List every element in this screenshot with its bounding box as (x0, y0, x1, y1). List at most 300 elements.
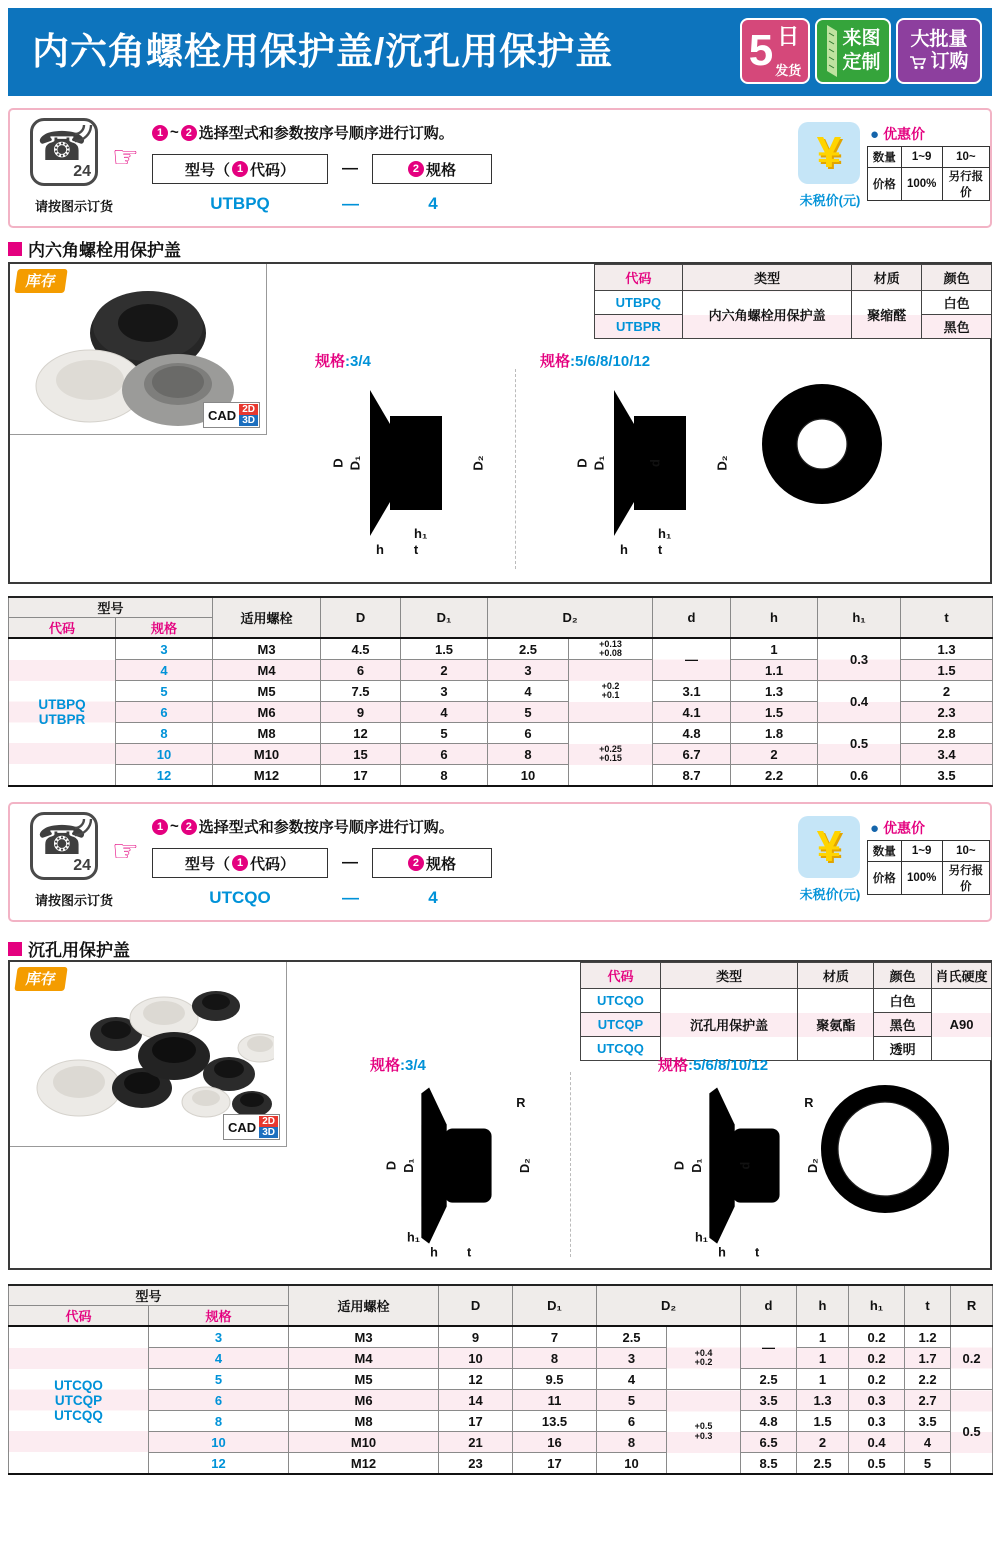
bullet-icon: ● (870, 819, 880, 837)
dim-h1: h₁ (695, 1230, 709, 1245)
info2-type: 沉孔用保护盖 (660, 989, 798, 1061)
t1-header-h: h (731, 597, 818, 638)
t2-D1: 7 (513, 1326, 597, 1348)
dim-D: D (384, 1160, 399, 1171)
front-view-s1 (752, 374, 892, 514)
t2-header-D: D (439, 1285, 513, 1326)
drawing-s1-spec5to12 (552, 368, 767, 568)
spec-values: :3/4 (400, 1057, 426, 1074)
phone-24-label: 24 (73, 163, 91, 180)
dim-h1: h₁ (658, 526, 672, 541)
qty-label: 数量 (868, 841, 902, 862)
step-2-badge: 2 (181, 125, 197, 141)
info1-color-black: 黑色 (922, 315, 992, 339)
spec-word: 规格 (658, 1057, 689, 1074)
t1-header-D: D (321, 597, 401, 638)
t1-tol: +0.13 +0.08 (569, 638, 653, 660)
example-order-row (152, 888, 493, 908)
t2-t: 1.2 (905, 1326, 951, 1348)
section1-heading (8, 236, 181, 261)
t2-bolt: M6 (289, 1390, 439, 1411)
t2-D2: 6 (597, 1411, 667, 1432)
dim-D: D (672, 1160, 687, 1171)
dim-D1: D₁ (689, 1158, 704, 1173)
t1-spec: 6 (116, 702, 213, 723)
qty-range-1: 1~9 (901, 841, 942, 862)
t1-bolt: M6 (213, 702, 321, 723)
cad-label: CAD (208, 407, 237, 423)
t1-D2: 4 (488, 681, 569, 702)
t1-h: 1.3 (731, 681, 818, 702)
t1-h1: 0.4 (818, 681, 901, 723)
t2-bolt: M10 (289, 1432, 439, 1453)
model-prefix: 型号（ (184, 161, 230, 179)
t2-header-h: h (797, 1285, 849, 1326)
dim-h: h (430, 1245, 438, 1260)
badge-bulk-order (896, 18, 982, 84)
section1-content-box (8, 262, 992, 584)
cad-download-badge[interactable] (203, 402, 260, 428)
price-value-2: 另行报价 (942, 168, 989, 201)
cad-3d-label: 3D (239, 415, 258, 426)
qty-range-1: 1~9 (901, 147, 942, 168)
t1-t: 2.3 (901, 702, 993, 723)
step-1-badge: 1 (152, 819, 168, 835)
page-title: 内六角螺栓用保护盖/沉孔用保护盖 (32, 31, 614, 72)
page-header (8, 8, 992, 96)
badge-5day-ship: 发货 (775, 62, 802, 78)
code-utcqq: UTCQQ (581, 1037, 661, 1061)
t1-D2: 8 (488, 744, 569, 765)
price-value-2: 另行报价 (942, 862, 989, 895)
t2-D2: 2.5 (597, 1326, 667, 1348)
t1-h1: 0.6 (818, 765, 901, 787)
info1-header-material: 材质 (852, 265, 922, 291)
section2-heading-text: 沉孔用保护盖 (28, 941, 130, 960)
spec-word: 规格 (370, 1057, 401, 1074)
dim-D2: D₂ (806, 1158, 821, 1173)
info2-color-white: 白色 (874, 989, 932, 1013)
t1-h1: 0.5 (818, 723, 901, 765)
yen-price-icon (798, 122, 860, 184)
t1-bolt: M12 (213, 765, 321, 787)
code-utbpr: UTBPR (595, 315, 683, 339)
dim-d: d (738, 1161, 753, 1170)
t1-header-t: t (901, 597, 993, 638)
dim-R: R (804, 1096, 814, 1111)
t1-h: 1 (731, 638, 818, 660)
spec-values: :5/6/8/10/12 (570, 353, 651, 370)
t1-D2: 3 (488, 660, 569, 681)
t2-h: 2 (797, 1432, 849, 1453)
t1-d: — (653, 638, 731, 681)
t1-D1: 5 (401, 723, 488, 744)
t2-tol: +0.4 +0.2 (667, 1326, 741, 1390)
order-steps-line (152, 122, 454, 143)
t1-spec: 5 (116, 681, 213, 702)
t1-h: 2 (731, 744, 818, 765)
discount-price-title (870, 818, 925, 838)
t1-bolt: M8 (213, 723, 321, 744)
code-utcqo: UTCQO (581, 989, 661, 1013)
step-1-badge: 1 (152, 125, 168, 141)
badge-bulk-line1: 大批量 (910, 29, 968, 50)
t1-D1: 3 (401, 681, 488, 702)
telephone-icon: ☎ (37, 125, 87, 169)
t1-h: 1.8 (731, 723, 818, 744)
t2-D: 12 (439, 1369, 513, 1390)
t2-header-spec: 规格 (149, 1306, 289, 1327)
t1-spec: 3 (116, 638, 213, 660)
t2-header-D2: D₂ (597, 1285, 741, 1326)
table-row (9, 1348, 993, 1369)
example-order-row (152, 194, 493, 214)
t2-spec: 10 (149, 1432, 289, 1453)
t2-bolt: M3 (289, 1326, 439, 1348)
cad-3d-label: 3D (259, 1127, 278, 1138)
code-utcqp: UTCQP (581, 1013, 661, 1037)
dim-t: t (467, 1245, 472, 1260)
phone-order-icon (30, 118, 98, 186)
dim-h1: h₁ (407, 1230, 421, 1245)
t2-h: 1.3 (797, 1390, 849, 1411)
dim-D1: D₁ (591, 455, 607, 471)
dim-R: R (516, 1096, 526, 1111)
pointing-hand-icon: ☞ (112, 835, 139, 868)
dim-h: h (718, 1245, 726, 1260)
t2-D: 14 (439, 1390, 513, 1411)
info1-header-color: 颜色 (922, 265, 992, 291)
t2-spec: 3 (149, 1326, 289, 1348)
model-format-row (152, 848, 492, 878)
t1-t: 3.5 (901, 765, 993, 787)
t1-D2: 10 (488, 765, 569, 787)
t2-h: 2.5 (797, 1453, 849, 1475)
signal-waves-icon (73, 817, 93, 837)
info-table-1 (594, 264, 992, 339)
info2-header-color: 颜色 (874, 963, 932, 989)
t2-D: 23 (439, 1453, 513, 1475)
info2-header-hardness: 肖氏硬度 (932, 963, 992, 989)
front-view-s2 (810, 1074, 960, 1224)
t2-h1: 0.3 (849, 1411, 905, 1432)
phone-order-icon (30, 812, 98, 880)
drawing-s1-spec34 (308, 368, 523, 568)
spec-step2-badge: 2 (408, 855, 424, 871)
t1-header-D1: D₁ (401, 597, 488, 638)
t2-t: 3.5 (905, 1411, 951, 1432)
badge-custom-drawing (815, 18, 891, 84)
t1-header-h1: h₁ (818, 597, 901, 638)
dim-d: d (647, 459, 663, 467)
t2-codes: UTCQO UTCQP UTCQQ (9, 1326, 149, 1474)
order-steps-line (152, 816, 454, 837)
price-table (867, 840, 990, 895)
example-code: UTCQO (209, 888, 271, 907)
t2-D2: 5 (597, 1390, 667, 1411)
t1-h: 1.1 (731, 660, 818, 681)
info1-row-utbpq (595, 291, 992, 315)
badge-5day-number: 5 (748, 26, 774, 75)
discount-title-text: 优惠价 (883, 126, 926, 142)
info1-header-type: 类型 (682, 265, 851, 291)
info2-color-clear: 透明 (874, 1037, 932, 1061)
discount-price-title (870, 124, 925, 144)
t1-D: 9 (321, 702, 401, 723)
t2-d: 6.5 (741, 1432, 797, 1453)
badge-bulk-line2: 订购 (930, 51, 969, 72)
info2-hardness: A90 (932, 989, 992, 1061)
t1-h1: 0.3 (818, 638, 901, 681)
t2-h: 1 (797, 1348, 849, 1369)
table-row (9, 638, 993, 660)
t2-header-model: 型号 (9, 1285, 289, 1306)
section1-heading-text: 内六角螺栓用保护盖 (28, 241, 181, 260)
telephone-icon: ☎ (37, 819, 87, 863)
price-value-1: 100% (901, 168, 942, 201)
t2-D: 17 (439, 1411, 513, 1432)
yen-glyph: ¥ (816, 822, 842, 871)
price-value-1: 100% (901, 862, 942, 895)
t1-d: 6.7 (653, 744, 731, 765)
t2-header-D1: D₁ (513, 1285, 597, 1326)
t2-D2: 8 (597, 1432, 667, 1453)
step-tilde: ~ (170, 124, 179, 141)
t2-R: 0.5 (951, 1390, 993, 1475)
header-badges (740, 18, 982, 84)
info2-header-code: 代码 (581, 963, 661, 989)
t2-D2: 10 (597, 1453, 667, 1475)
t2-d: 3.5 (741, 1390, 797, 1411)
dim-h: h (620, 542, 628, 557)
table-row (9, 681, 993, 702)
cad-2d-label: 2D (259, 1116, 278, 1127)
t2-h: 1 (797, 1326, 849, 1348)
spec-label: 规格 (425, 161, 456, 179)
example-spec: 4 (428, 194, 438, 213)
dim-h1: h₁ (414, 526, 428, 541)
dim-D1: D₁ (401, 1158, 416, 1173)
t2-h1: 0.2 (849, 1369, 905, 1390)
step-tilde: ~ (170, 818, 179, 835)
t2-header-R: R (951, 1285, 993, 1326)
t1-D1: 4 (401, 702, 488, 723)
t1-D: 4.5 (321, 638, 401, 660)
t1-d: 4.1 (653, 702, 731, 723)
dim-D2: D₂ (518, 1158, 533, 1173)
t2-t: 2.7 (905, 1390, 951, 1411)
dim-t: t (755, 1245, 760, 1260)
t1-d: 8.7 (653, 765, 731, 787)
t2-D1: 8 (513, 1348, 597, 1369)
t2-D2: 3 (597, 1348, 667, 1369)
dim-D: D (574, 458, 590, 468)
t1-h: 1.5 (731, 702, 818, 723)
t1-tol: +0.25 +0.15 (569, 723, 653, 787)
t1-D2: 6 (488, 723, 569, 744)
t1-codes: UTBPQ UTBPR (9, 638, 116, 786)
spec-table-1 (8, 596, 993, 787)
drawing-s2-spec34 (362, 1068, 587, 1268)
untaxed-price-label: 未税价(元) (799, 887, 861, 902)
t2-header-h1: h₁ (849, 1285, 905, 1326)
qty-range-2: 10~ (942, 841, 989, 862)
t1-bolt: M3 (213, 638, 321, 660)
bullet-icon: ● (870, 125, 880, 143)
cad-download-badge[interactable] (223, 1114, 280, 1140)
info1-color-white: 白色 (922, 291, 992, 315)
stock-tag: 库存 (14, 967, 67, 991)
cart-icon (909, 55, 927, 70)
t2-d: 4.8 (741, 1411, 797, 1432)
cad-label: CAD (228, 1119, 257, 1135)
table-row (9, 1453, 993, 1475)
model-code-box (152, 848, 328, 878)
t2-D1: 16 (513, 1432, 597, 1453)
t2-D: 9 (439, 1326, 513, 1348)
spec-label: 规格 (425, 855, 456, 873)
t1-D1: 8 (401, 765, 488, 787)
spec-step2-badge: 2 (408, 161, 424, 177)
t1-D: 7.5 (321, 681, 401, 702)
t2-header-bolt: 适用螺栓 (289, 1285, 439, 1326)
t2-bolt: M4 (289, 1348, 439, 1369)
section-square-icon (8, 242, 22, 256)
qty-range-2: 10~ (942, 147, 989, 168)
price-label: 价格 (868, 862, 902, 895)
dim-h: h (376, 542, 384, 557)
table-row (9, 1369, 993, 1390)
table-row (9, 1326, 993, 1348)
t2-h: 1 (797, 1369, 849, 1390)
t2-spec: 6 (149, 1390, 289, 1411)
t1-spec: 10 (116, 744, 213, 765)
t1-D1: 1.5 (401, 638, 488, 660)
t1-h: 2.2 (731, 765, 818, 787)
t1-header-spec: 规格 (116, 618, 213, 639)
t2-spec: 4 (149, 1348, 289, 1369)
t2-spec: 5 (149, 1369, 289, 1390)
caps-photo-illustration (24, 976, 274, 1136)
t1-spec: 8 (116, 723, 213, 744)
price-label: 价格 (868, 168, 902, 201)
t2-header-t: t (905, 1285, 951, 1326)
model-prefix: 型号（ (184, 855, 230, 873)
badge-5day-shipping (740, 18, 810, 84)
t1-header-d: d (653, 597, 731, 638)
signal-waves-icon (73, 123, 93, 143)
t1-spec: 12 (116, 765, 213, 787)
t1-D2: 2.5 (488, 638, 569, 660)
info-table-2 (580, 962, 992, 1061)
info1-material: 聚缩醛 (852, 291, 922, 339)
t1-D2: 5 (488, 702, 569, 723)
model-format-row (152, 154, 492, 184)
badge-custom-line1: 来图 (842, 28, 881, 49)
t1-t: 2.8 (901, 723, 993, 744)
t1-bolt: M5 (213, 681, 321, 702)
qty-label: 数量 (868, 147, 902, 168)
model-step1-badge: 1 (232, 161, 248, 177)
spec-word: 规格 (315, 353, 346, 370)
t2-bolt: M12 (289, 1453, 439, 1475)
t1-t: 3.4 (901, 744, 993, 765)
t2-d: — (741, 1326, 797, 1369)
order-caption: 请按图示订货 (34, 199, 113, 214)
t2-header-code: 代码 (9, 1306, 149, 1327)
dim-t: t (657, 542, 663, 557)
code-utbpq: UTBPQ (595, 291, 683, 315)
section2-content-box (8, 960, 992, 1270)
example-dash: — (342, 888, 359, 907)
t2-h1: 0.4 (849, 1432, 905, 1453)
t2-bolt: M5 (289, 1369, 439, 1390)
badge-5day-day: 日 (777, 23, 800, 49)
table-row (9, 723, 993, 744)
t1-t: 2 (901, 681, 993, 702)
t2-t: 4 (905, 1432, 951, 1453)
product-photo-1 (10, 264, 267, 435)
info1-header-code: 代码 (595, 265, 683, 291)
t1-header-bolt: 适用螺栓 (213, 597, 321, 638)
t1-header-model: 型号 (9, 597, 213, 618)
t1-bolt: M10 (213, 744, 321, 765)
price-table (867, 146, 990, 201)
info2-header-material: 材质 (798, 963, 874, 989)
table-row (9, 1411, 993, 1432)
ruler-icon (825, 25, 839, 77)
t1-spec: 4 (116, 660, 213, 681)
t2-h1: 0.5 (849, 1453, 905, 1475)
info1-type: 内六角螺栓用保护盖 (682, 291, 851, 339)
example-spec: 4 (428, 888, 438, 907)
dim-t: t (413, 542, 419, 557)
t2-h1: 0.2 (849, 1348, 905, 1369)
t2-header-d: d (741, 1285, 797, 1326)
order-instruction-box-2 (8, 802, 992, 922)
t1-D: 15 (321, 744, 401, 765)
t2-d: 8.5 (741, 1453, 797, 1475)
t2-h1: 0.3 (849, 1390, 905, 1411)
t2-bolt: M8 (289, 1411, 439, 1432)
t1-d: 3.1 (653, 681, 731, 702)
t2-spec: 8 (149, 1411, 289, 1432)
example-code: UTBPQ (210, 194, 270, 213)
section2-heading (8, 936, 130, 961)
order-instruction-text: 选择型式和参数按序号顺序进行订购。 (198, 125, 454, 142)
product-photo-2 (10, 962, 287, 1147)
order-instruction-text: 选择型式和参数按序号顺序进行订购。 (198, 819, 454, 836)
model-suffix: 代码） (250, 855, 296, 873)
order-instruction-box-1 (8, 108, 992, 228)
t1-D: 6 (321, 660, 401, 681)
t1-D1: 2 (401, 660, 488, 681)
dim-D1: D₁ (347, 455, 363, 471)
t2-h: 1.5 (797, 1411, 849, 1432)
t1-header-D2: D₂ (488, 597, 653, 638)
t2-D: 21 (439, 1432, 513, 1453)
t1-tol: +0.2 +0.1 (569, 660, 653, 723)
pointing-hand-icon: ☞ (112, 141, 139, 174)
format-dash: — (342, 854, 358, 871)
t1-t: 1.3 (901, 638, 993, 660)
order-caption: 请按图示订货 (34, 893, 113, 908)
table-row (9, 1390, 993, 1411)
spec-values: :3/4 (345, 353, 371, 370)
t2-h1: 0.2 (849, 1326, 905, 1348)
t2-D1: 13.5 (513, 1411, 597, 1432)
spec-box (372, 154, 492, 184)
